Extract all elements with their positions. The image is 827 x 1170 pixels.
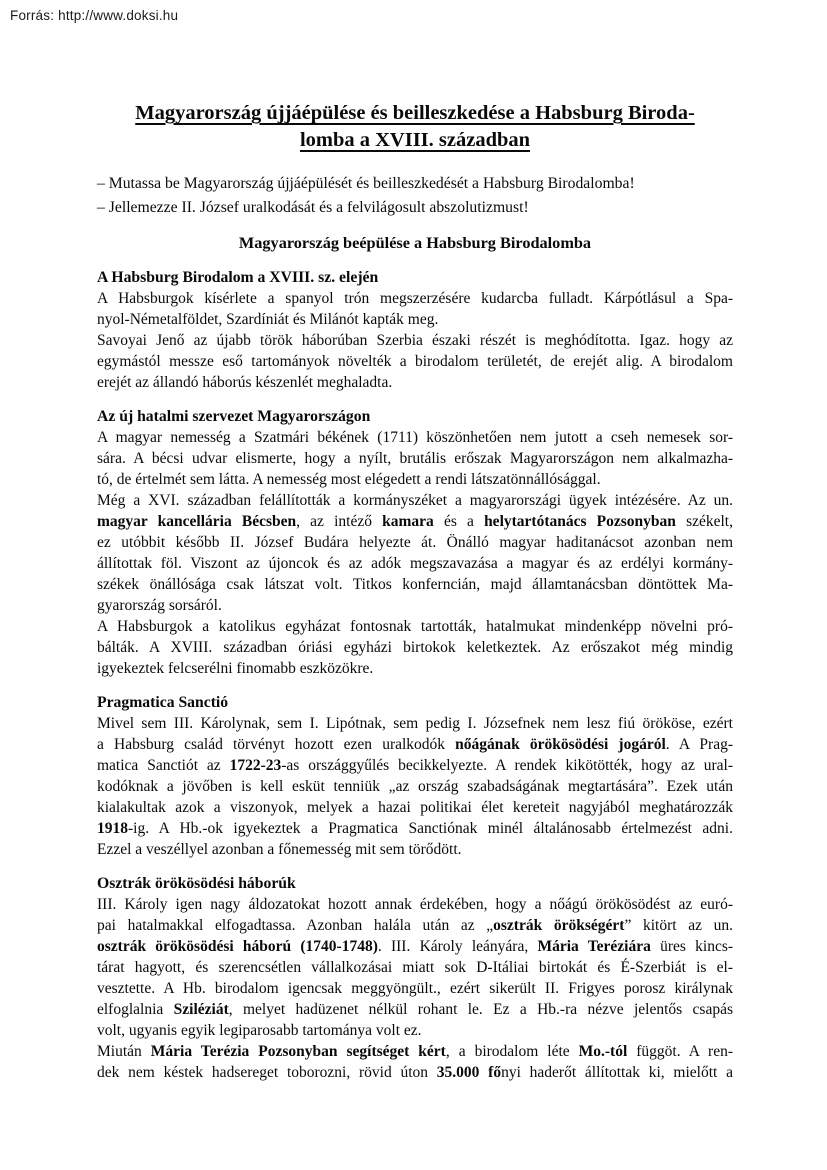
bold-text-run: Mo.-tól <box>578 1043 628 1060</box>
text-run: ” kitört az un. <box>624 917 733 934</box>
text-line <box>97 469 733 490</box>
text-run: dek nem késtek hadsereget toborozni, rövid úton <box>97 1064 437 1081</box>
paragraph <box>97 330 733 393</box>
text-run: -ig. A Hb.-ok igyekeztek a Pragmatica Sanctiónak minél általánosabb értelmezést adni. <box>128 820 733 837</box>
text-run: , melyet hadüzenet nélkül rohant le. Ez a Hb.-ra nézve jelentős csapás <box>228 1001 733 1018</box>
text-run: tárat hagyott, és szerencsétlen vállalkozásai miatt sok D-Itáliai birtokát és É-Szerbiát is el- <box>97 959 733 976</box>
section <box>97 873 733 1083</box>
section-heading: Osztrák örökösödési háborúk <box>97 875 296 892</box>
text-line <box>97 734 733 755</box>
document-content <box>97 0 733 1083</box>
text-line <box>97 1020 733 1041</box>
source-url-label: Forrás: http://www.doksi.hu <box>10 8 179 23</box>
text-run: vesztette. A Hb. birodalom igencsak meggyöngült., ezért sikerült II. Frigyes porosz királynak <box>97 980 733 997</box>
text-line <box>97 490 733 511</box>
text-run: Ezzel a veszéllyel azonban a főnemesség mit sem törődött. <box>97 841 462 858</box>
text-line <box>97 637 733 658</box>
section-heading: A Habsburg Birodalom a XVIII. sz. elején <box>97 269 379 286</box>
text-line <box>97 915 733 936</box>
text-run: A Habsburgok a katolikus egyházat fontosnak tartották, hatalmukat mindenképp növelni pró- <box>97 618 733 635</box>
text-line <box>97 755 733 776</box>
task-item-1: – Mutassa be Magyarország újjáépülését és beilleszkedését a Habsburg Birodalomba! <box>97 175 635 192</box>
text-line <box>97 936 733 957</box>
bold-text-run: 35.000 fő <box>436 1064 502 1081</box>
text-run: sára. A bécsi udvar elismerte, hogy a nyílt, brutális erőszak Magyarországon nem alkalmazha- <box>97 450 733 467</box>
bold-text-run: Mária Terézia Pozsonyban segítséget kért <box>150 1043 446 1060</box>
text-run: -as országgyűlés becikkelyezte. A rendek kikötötték, hogy az ural- <box>281 757 733 774</box>
text-run: a Habsburg család törvényt hozott ezen uralkodók <box>97 736 456 753</box>
task-list <box>97 172 733 219</box>
text-run: volt, ugyanis egyik legiparosabb tartománya volt ez. <box>97 1022 422 1039</box>
text-line <box>97 330 733 351</box>
text-line <box>97 839 733 860</box>
bold-text-run: osztrák örökösödési háború (1740-1748) <box>97 938 378 955</box>
text-line <box>97 595 733 616</box>
text-run: állítottak föl. Viszont az újoncok és az adók megszavazása a magyar és az erdélyi kormány- <box>97 555 733 572</box>
chapter-subtitle: Magyarország beépülése a Habsburg Birodalomba <box>238 233 592 252</box>
text-run: nyi haderőt állítottak ki, mielőtt a <box>501 1064 733 1081</box>
bold-text-run: helytartótanács Pozsonyban <box>484 513 676 530</box>
bold-text-run: Sziléziát <box>173 1001 229 1018</box>
text-run: . III. Károly leányára, <box>377 938 538 955</box>
text-run: gyarország sorsáról. <box>97 597 222 614</box>
bold-text-run: 1722-23 <box>229 757 282 774</box>
text-run: A Habsburgok kísérlete a spanyol trón megszerzésére kudarcba fulladt. Kárpótlásul a Spa- <box>97 290 733 307</box>
text-run: III. Károly igen nagy áldozatokat hozott annak érdekében, hogy a nőágú örökösödést az euró- <box>97 896 733 913</box>
text-run: székelt, <box>675 513 733 530</box>
text-line <box>97 532 733 553</box>
sections <box>97 267 733 1083</box>
paragraph <box>97 427 733 490</box>
text-line <box>97 616 733 637</box>
text-run: nyol-Németalföldet, Szardíniát és Milánót kapták meg. <box>97 311 439 328</box>
text-run: és a <box>433 513 485 530</box>
text-run: , a birodalom léte <box>445 1043 579 1060</box>
text-line <box>97 894 733 915</box>
text-run: . A Prag- <box>665 736 733 753</box>
text-line <box>97 351 733 372</box>
bold-text-run: osztrák örökségért <box>493 917 625 934</box>
text-line <box>97 553 733 574</box>
paragraph <box>97 616 733 679</box>
text-line <box>97 776 733 797</box>
text-run: erejét az állandó háborús készenlét meghaladta. <box>97 374 393 391</box>
text-line <box>97 1062 733 1083</box>
paragraph <box>97 1041 733 1083</box>
text-line <box>97 511 733 532</box>
document-title <box>97 100 733 154</box>
text-line <box>97 1041 733 1062</box>
paragraph <box>97 288 733 330</box>
paragraph <box>97 490 733 616</box>
bold-text-run: kamara <box>382 513 434 530</box>
section <box>97 267 733 393</box>
bold-text-run: Mária Teréziára <box>537 938 651 955</box>
text-line <box>97 309 733 330</box>
text-run: matica Sanctiót az <box>97 757 230 774</box>
text-line <box>97 797 733 818</box>
text-run: székek önállósága csak látszat volt. Titkos konferncián, majd államtanácsban döntöttek Ma- <box>97 576 733 593</box>
text-run: egymástól messze eső tartományok növelték a birodalom területét, de erejét alig. A birodalom <box>97 353 733 370</box>
text-run: igyekeztek felcserélni finomabb eszközökre. <box>97 660 374 677</box>
paragraph <box>97 713 733 860</box>
title-line-2: lomba a XVIII. században <box>299 129 531 151</box>
text-line <box>97 658 733 679</box>
text-line <box>97 713 733 734</box>
text-line <box>97 978 733 999</box>
text-line <box>97 574 733 595</box>
bold-text-run: magyar kancellária Bécsben <box>97 513 297 530</box>
bold-text-run: 1918 <box>97 820 128 837</box>
section <box>97 406 733 679</box>
text-run: Mivel sem III. Károlynak, sem I. Lipótnak, sem pedig I. Józsefnek nem lesz fiú örököse, ezért <box>97 715 733 732</box>
section-heading: Pragmatica Sanctió <box>97 694 229 711</box>
text-run: kialakultak azok a viszonyok, melyek a hazai politikai élet kereteit nagyjából meghatározzák <box>97 799 733 816</box>
text-run: Savoyai Jenő az újabb török háborúban Szerbia északi részét is meghódította. Igaz. hogy az <box>97 332 733 349</box>
text-run: ez utóbbit később II. József Budára helyezte át. Önálló magyar haditanácsot azonban nem <box>97 534 733 551</box>
text-line <box>97 427 733 448</box>
text-line <box>97 999 733 1020</box>
task-item-2: – Jellemezze II. József uralkodását és a felvilágosult abszolutizmust! <box>97 198 529 216</box>
text-run: elfoglalnia <box>97 1001 174 1018</box>
text-line <box>97 818 733 839</box>
text-run: Még a XVI. században felállították a kormányszéket a magyarországi ügyek intézésére. Az un. <box>97 492 733 509</box>
text-run: pai hatalmakkal elfogadtassa. Azonban halála után az „ <box>97 917 494 934</box>
section <box>97 692 733 860</box>
text-run: Miután <box>97 1043 151 1060</box>
text-line <box>97 372 733 393</box>
text-run: , az intéző <box>296 513 383 530</box>
text-run: kodóknak a jövőben is kell esküt tenniük „az ország szabadságának megtartására”. Ezek után <box>97 778 733 795</box>
text-line <box>97 448 733 469</box>
text-run: A magyar nemesség a Szatmári békének (1711) köszönhetően nem jutott a cseh nemesek sor- <box>97 429 733 446</box>
text-line <box>97 288 733 309</box>
section-heading: Az új hatalmi szervezet Magyarországon <box>97 408 371 425</box>
text-line <box>97 957 733 978</box>
title-line-1: Magyarország újjáépülése és beilleszkedése a Habsburg Biroda- <box>135 102 695 124</box>
text-run: bálták. A XVIII. században óriási egyházi birtokok keletkeztek. Az erőszakot még mindig <box>97 639 733 656</box>
text-run: üres kincs- <box>650 938 734 955</box>
text-run: függöt. A ren- <box>627 1043 733 1060</box>
paragraph <box>97 894 733 1041</box>
text-run: tó, de értelmét sem látta. A nemesség most elégedett a rendi látszatönnállósággal. <box>97 471 601 488</box>
bold-text-run: nőágának örökösödési jogáról <box>455 736 666 753</box>
